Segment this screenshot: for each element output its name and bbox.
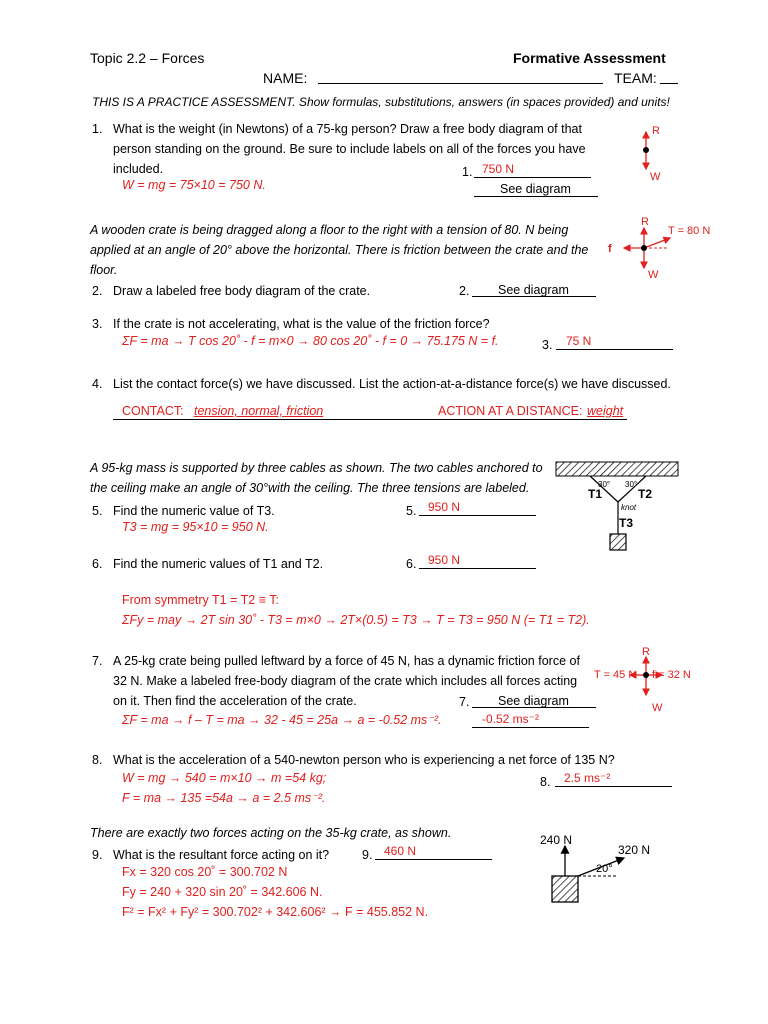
q4-contact-label: CONTACT:	[122, 404, 184, 418]
q8-work-2: F = ma → 135 =54a → a = 2.5 ms⁻².	[122, 791, 326, 805]
q9-answer: 460 N	[384, 844, 417, 858]
team-label: TEAM:	[614, 70, 657, 86]
svg-text:T = 45 N: T = 45 N	[594, 669, 637, 681]
q7-answer2: -0.52 ms⁻²	[482, 712, 540, 726]
svg-text:knot: knot	[621, 503, 637, 512]
q8-text: What is the acceleration of a 540-newton person who is experiencing a net force of 135 N?	[113, 753, 615, 767]
q9-work-1: Fx = 320 cos 20˚ = 300.702 N	[122, 865, 288, 879]
q3-answer: 75 N	[566, 334, 592, 348]
q4-contact-items: tension, normal, friction	[194, 404, 324, 418]
q1-answer: 750 N	[482, 162, 515, 176]
q9-answer-number: 9.	[362, 848, 373, 862]
svg-text:f: f	[608, 243, 612, 255]
q8-answer-number: 8.	[540, 775, 551, 789]
q7-free-body-diagram	[592, 645, 702, 715]
crate-free-body-diagram	[604, 212, 714, 282]
assessment-title: Formative Assessment	[513, 50, 666, 66]
q7-answer: See diagram	[498, 694, 569, 708]
q8-work-1: W = mg → 540 = m×10 → m =54 kg;	[122, 771, 327, 785]
q1-answer-field[interactable]	[474, 177, 591, 178]
q3-answer-number: 3.	[542, 338, 553, 352]
q1-number: 1.	[92, 122, 103, 136]
q1-label-w: W	[650, 171, 661, 183]
svg-text:30°: 30°	[598, 480, 611, 489]
q6-answer-number: 6.	[406, 557, 417, 571]
q2-text: Draw a labeled free body diagram of the crate.	[113, 284, 371, 298]
label-t3: T3	[619, 516, 634, 530]
q5-answer: 950 N	[428, 500, 461, 514]
q4-answer-field[interactable]	[113, 419, 627, 420]
q7-work: ΣF = ma → f – T = ma → 32 - 45 = 25a → a = -0.52 ms⁻².	[122, 713, 442, 727]
q8-number: 8.	[92, 753, 103, 767]
svg-text:320 N: 320 N	[618, 843, 651, 857]
q8-answer-field[interactable]	[555, 786, 672, 787]
q9-work-3: F² = Fx² + Fy² = 300.702² + 342.606² → F = 455.852 N.	[122, 905, 429, 919]
q6-work-1: From symmetry T1 = T2 ≡ T:	[122, 593, 279, 607]
q6-work-2: ΣFy = may → 2T sin 30˚ - T3 = m×0 → 2T×(0.5) = T3 → T = T3 = 950 N (= T1 = T2).	[122, 613, 590, 627]
q6-text: Find the numeric values of T1 and T2.	[113, 557, 324, 571]
q1-text: What is the weight (in Newtons) of a 75-kg person? Draw a free body diagram of that person standing on the ground. Be sure to include labels on all of the forces you have included.	[113, 122, 586, 176]
svg-text:W: W	[652, 702, 663, 714]
q5-number: 5.	[92, 504, 103, 518]
svg-text:T = 80 N: T = 80 N	[668, 225, 711, 237]
svg-text:R: R	[642, 646, 650, 658]
ceiling	[556, 462, 678, 476]
q9-answer-field[interactable]	[375, 859, 492, 860]
q3-text: If the crate is not accelerating, what is the value of the friction force?	[113, 317, 490, 331]
svg-text:240 N: 240 N	[540, 833, 573, 847]
q1-work: W = mg = 75×10 = 750 N.	[122, 178, 266, 192]
q9-crate	[552, 876, 578, 902]
q5-answer-number: 5.	[406, 504, 417, 518]
q6-answer: 950 N	[428, 553, 461, 567]
mass-intro: A 95-kg mass is supported by three cables as shown. The two cables anchored to the ceiling make an angle of 30°with the ceiling. The three tensions are labeled.	[90, 461, 543, 495]
crate-intro: A wooden crate is being dragged along a floor to the right with a tension of 80. N being applied at an angle of 20° above the horizontal. There is friction between the crate and the floor.	[90, 223, 589, 277]
hanging-mass	[610, 534, 626, 550]
q7-text: A 25-kg crate being pulled leftward by a force of 45 N, has a dynamic friction force of 32 N. Make a labeled free-body diagram of the crate which includes all forces acting on it. Then find the acceleration of the crate.	[113, 654, 580, 708]
q6-number: 6.	[92, 557, 103, 571]
q9-crate-diagram	[530, 830, 670, 910]
q2-number: 2.	[92, 284, 103, 298]
q4-distance-label: ACTION AT A DISTANCE:	[438, 404, 583, 418]
q7-number: 7.	[92, 654, 103, 668]
name-label: NAME:	[263, 70, 308, 86]
q9-work-2: Fy = 240 + 320 sin 20˚ = 342.606 N.	[122, 885, 323, 899]
q5-work: T3 = mg = 95×10 = 950 N.	[122, 520, 269, 534]
q6-answer-field[interactable]	[419, 568, 536, 569]
q7-answer-number: 7.	[459, 695, 470, 709]
name-field[interactable]	[318, 83, 603, 84]
q1-label-r: R	[652, 125, 660, 137]
q5-text: Find the numeric value of T3.	[113, 504, 275, 518]
q8-answer: 2.5 ms⁻²	[564, 771, 611, 785]
q3-number: 3.	[92, 317, 103, 331]
q2-answer-number: 2.	[459, 284, 470, 298]
label-t2: T2	[638, 487, 653, 501]
q3-answer-field[interactable]	[556, 349, 673, 350]
team-field[interactable]	[660, 83, 678, 84]
q3-work: ΣF = ma → T cos 20˚ - f = m×0 → 80 cos 20˚ - f = 0 → 75.175 N = f.	[122, 334, 499, 348]
q9-text: What is the resultant force acting on it?	[113, 848, 330, 862]
q9-intro: There are exactly two forces acting on the 35-kg crate, as shown.	[90, 826, 452, 840]
label-t1: T1	[588, 487, 603, 501]
q7-answer2-field[interactable]	[472, 727, 589, 728]
q1-answer2: See diagram	[500, 182, 571, 196]
q1-answer-number: 1.	[462, 165, 473, 179]
svg-text:20°: 20°	[596, 863, 613, 875]
svg-text:f = 32 N: f = 32 N	[652, 669, 691, 681]
q2-answer: See diagram	[498, 283, 569, 297]
cables-diagram	[554, 458, 682, 554]
topic-title: Topic 2.2 – Forces	[90, 50, 205, 66]
q4-text: List the contact force(s) we have discussed. List the action-at-a-distance force(s) we have discussed.	[113, 377, 671, 391]
instructions: THIS IS A PRACTICE ASSESSMENT. Show formulas, substitutions, answers (in spaces provided) and units!	[92, 95, 670, 109]
q1-free-body-diagram	[630, 120, 670, 186]
svg-text:R: R	[641, 216, 649, 228]
q4-number: 4.	[92, 377, 103, 391]
svg-text:W: W	[648, 269, 659, 281]
q4-distance-item: weight	[587, 404, 624, 418]
q5-answer-field[interactable]	[419, 515, 536, 516]
q9-number: 9.	[92, 848, 103, 862]
svg-text:30°: 30°	[625, 480, 638, 489]
